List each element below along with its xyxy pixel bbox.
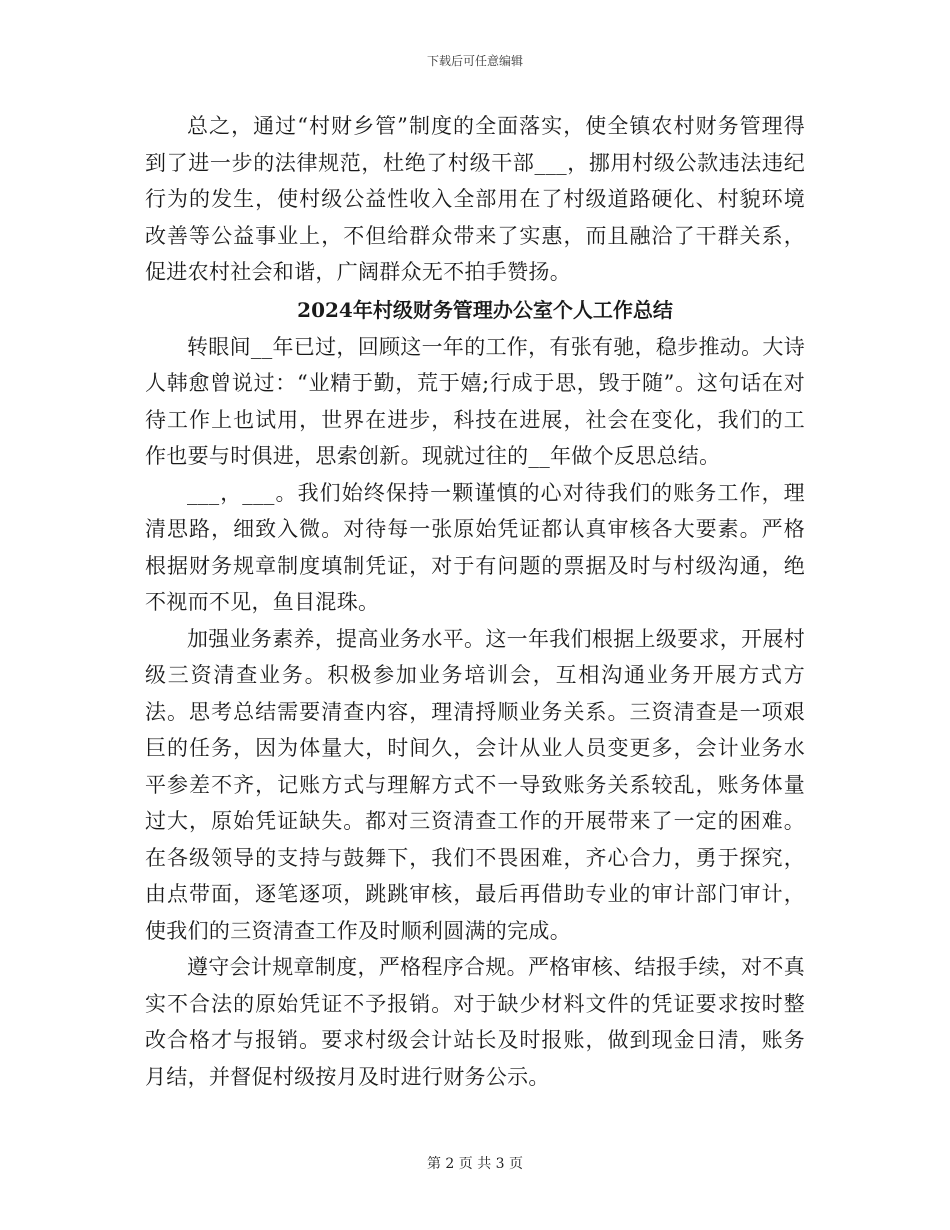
section-title: 2024年村级财务管理办公室个人工作总结 [297,297,673,322]
paragraph-summary: 总之，通过“村财乡管”制度的全面落实，使全镇农村财务管理得到了进一步的法律规范，杜绝了村级干部___，挪用村级公款违法违纪行为的发生，使村级公益性收入全部用在了村级道路硬化、村貌环境改善等公益事业上，不但给群众带来了实惠，而且融洽了干群关系，促进农村社会和谐，广阔群众无不拍手赞扬。 [145,114,805,284]
header-note: 下载后可任意编辑 [426,54,523,68]
paragraph-compliance: 遵守会计规章制度，严格程序合规。严格审核、结报手续，对不真实不合法的原始凭证不予报销。对于缺少材料文件的凭证要求按时整改合格才与报销。要求村级会计站长及时报账，做到现金日清，账务月结，并督促村级按月及时进行财务公示。 [145,955,805,1089]
paragraph-intro: 转眼间__年已过，回顾这一年的工作，有张有驰，稳步推动。大诗人韩愈曾说过：“业精于勤，荒于嬉;行成于思，毁于随”。这句话在对待工作上也试用，世界在进步，科技在进展，社会在变化，我们的工作也要与时俱进，思索创新。现就过往的__年做个反思总结。 [145,334,805,468]
paragraph-careful-accounting: ___，___。我们始终保持一颗谨慎的心对待我们的账务工作，理清思路，细致入微。对待每一张原始凭证都认真审核各大要素。严格根据财务规章制度填制凭证，对于有问题的票据及时与村级沟通，绝不视而不见，鱼目混珠。 [145,480,805,614]
document-body [145,108,805,1095]
page-number: 第 2 页 共 3 页 [426,1156,524,1172]
paragraph-business-skills: 加强业务素养，提高业务水平。这一年我们根据上级要求，开展村级三资清查业务。积极参加业务培训会，互相沟通业务开展方式方法。思考总结需要清查内容，理清捋顺业务关系。三资清查是一项艰巨的任务，因为体量大，时间久，会计从业人员变更多，会计业务水平参差不齐，记账方式与理解方式不一导致账务关系较乱，账务体量过大，原始凭证缺失。都对三资清查工作的开展带来了一定的困难。在各级领导的支持与鼓舞下，我们不畏困难，齐心合力，勇于探究，由点带面，逐笔逐项，跳跳审核，最后再借助专业的审计部门审计，使我们的三资清查工作及时顺利圆满的完成。 [145,626,805,943]
